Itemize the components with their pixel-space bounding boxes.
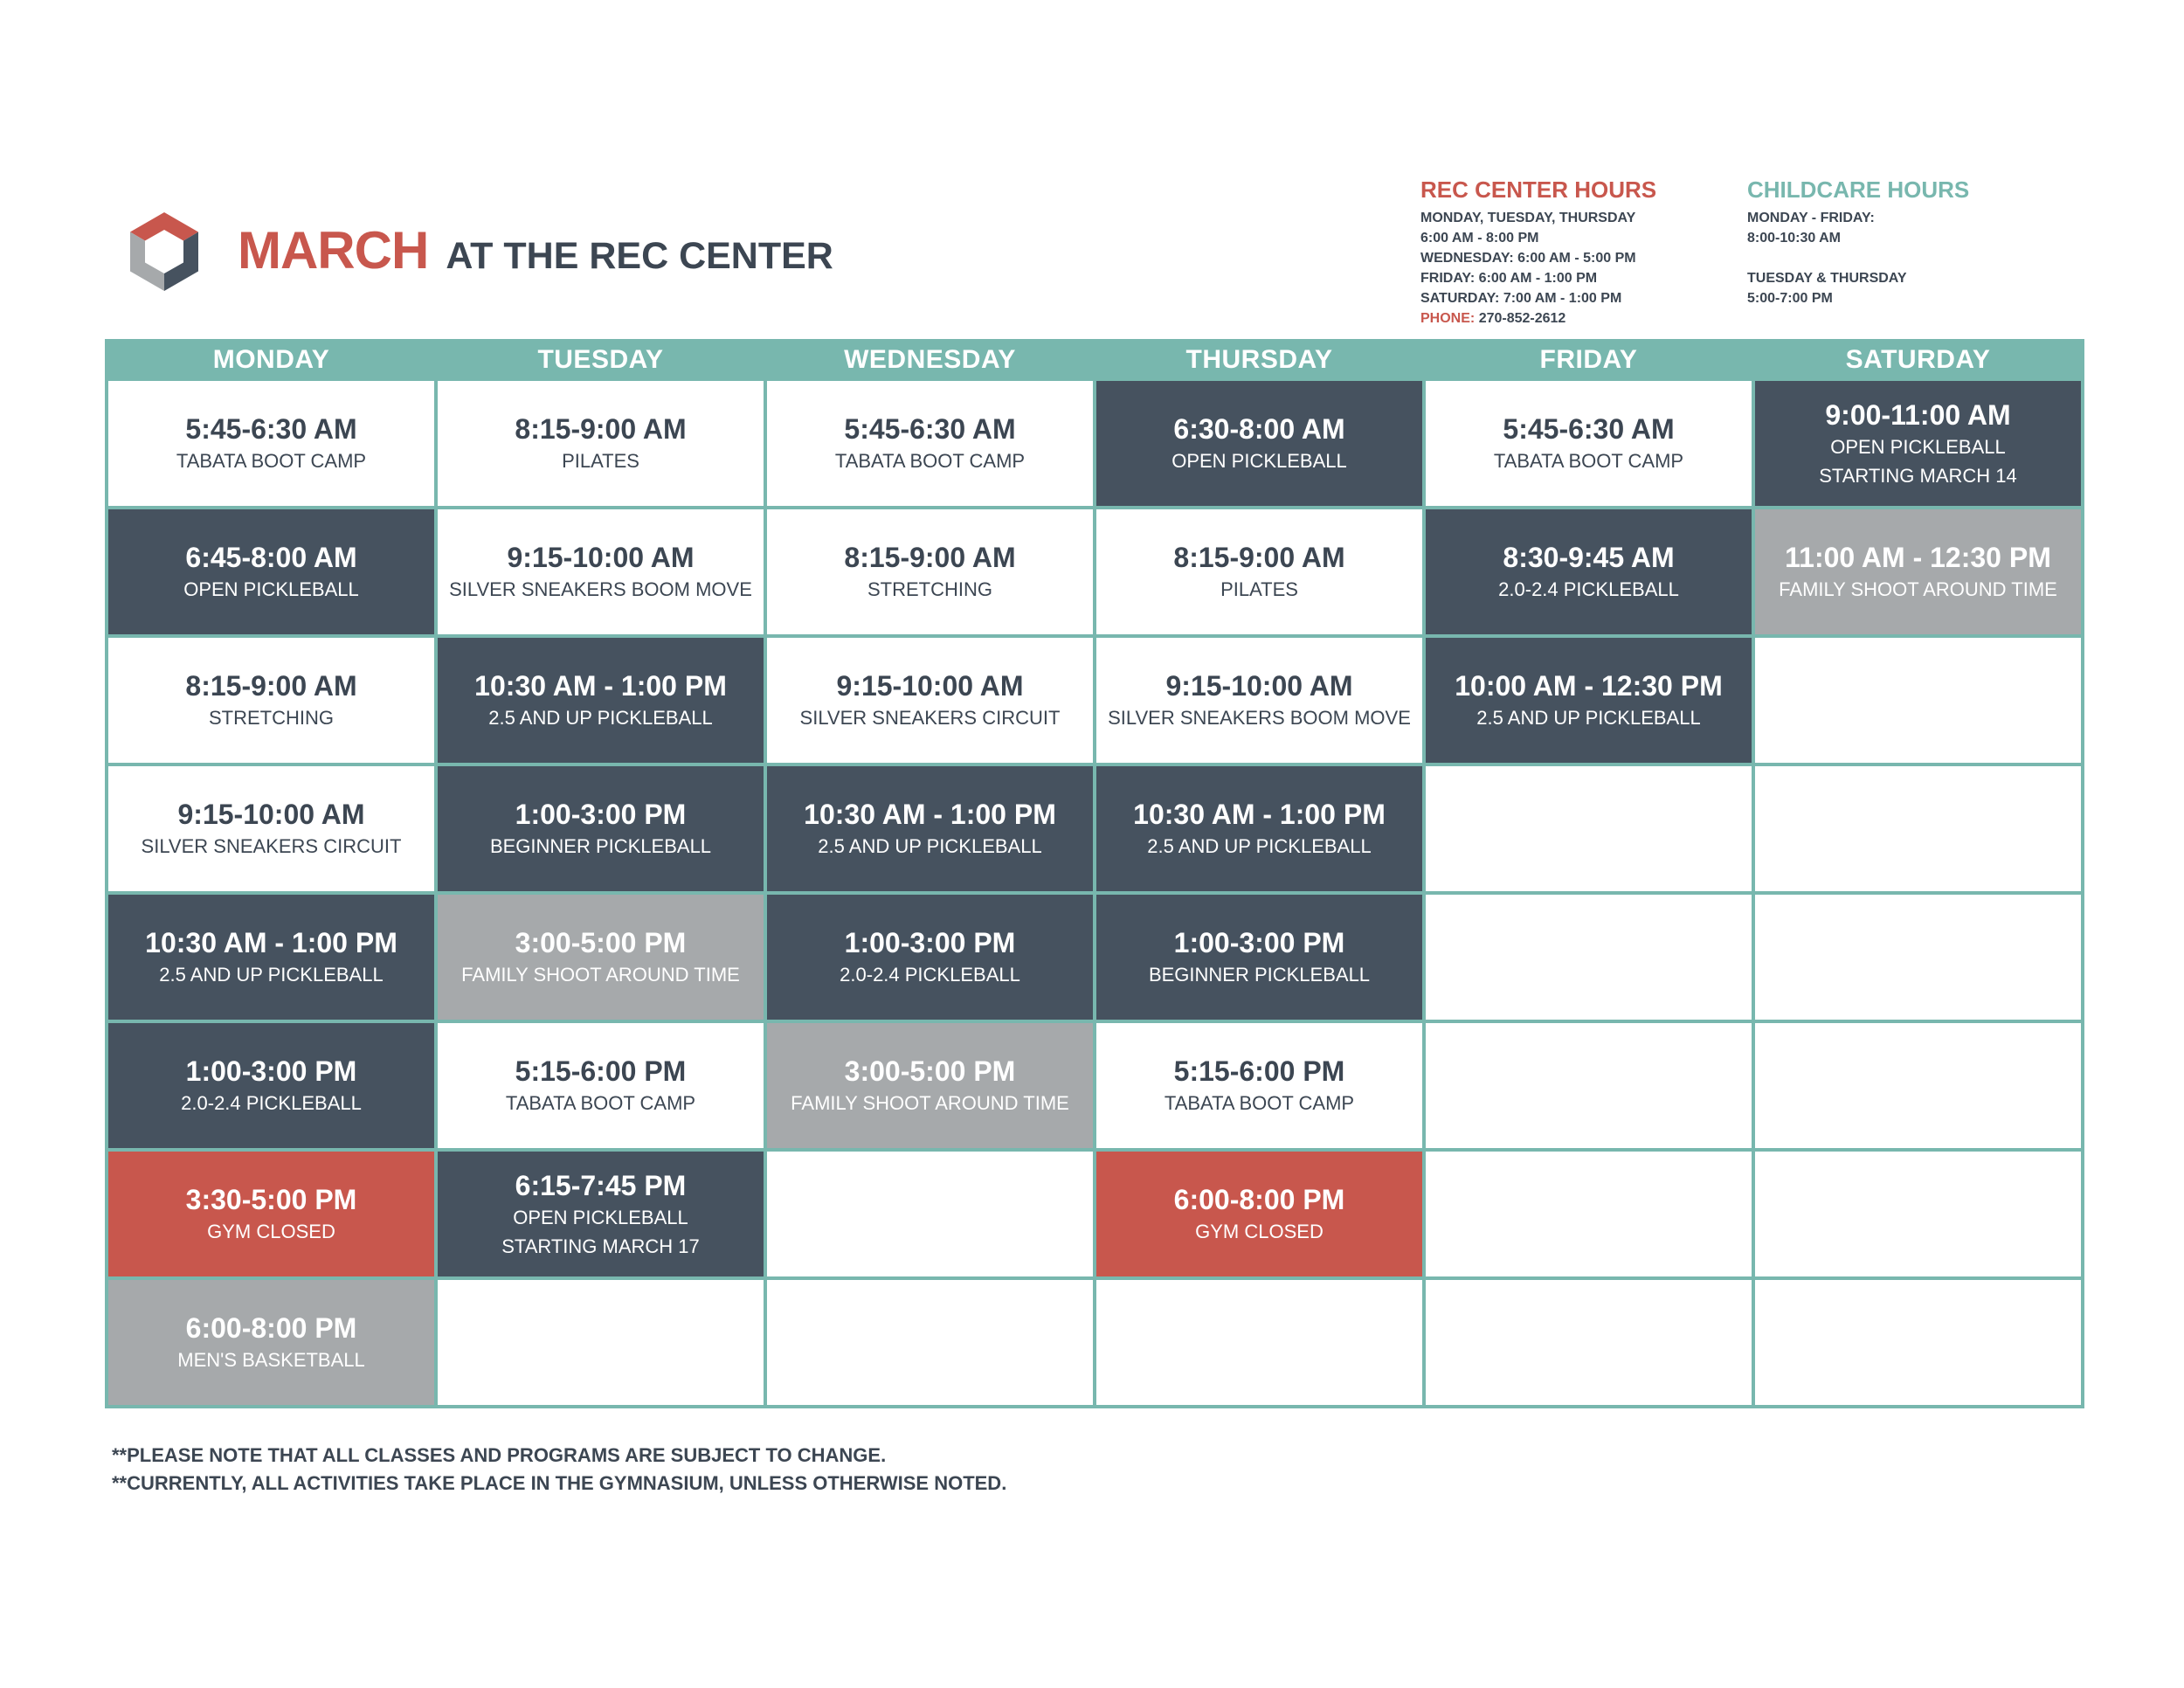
event-name: FAMILY SHOOT AROUND TIME: [791, 1092, 1069, 1114]
event-name: STRETCHING: [209, 707, 334, 729]
event-time: 10:30 AM - 1:00 PM: [474, 670, 727, 702]
event-cell: [1096, 638, 1422, 763]
event-name: BEGINNER PICKLEBALL: [489, 835, 712, 857]
schedule-grid: [108, 342, 2081, 1405]
event-name: OPEN PICKLEBALL: [1830, 435, 2006, 458]
event-cell: [1755, 381, 2081, 506]
hexagon-logo-icon: [121, 208, 208, 295]
page-title: [238, 220, 833, 280]
empty-cell: [1755, 638, 2081, 763]
event-name: 2.0-2.4 PICKLEBALL: [1498, 578, 1679, 600]
empty-cell: [1755, 1023, 2081, 1148]
rec-hours-line: WEDNESDAY: 6:00 AM - 5:00 PM: [1420, 251, 1636, 266]
event-time: 9:00-11:00 AM: [1825, 398, 2011, 431]
event-cell: [1096, 381, 1422, 506]
event-cell: [438, 766, 764, 891]
event-cell: [108, 766, 434, 891]
event-name: STRETCHING: [867, 578, 992, 600]
phone-label: PHONE:: [1420, 311, 1476, 326]
rec-center-hours: [1420, 176, 1656, 329]
event-time: 5:45-6:30 AM: [185, 413, 357, 445]
event-cell: [1096, 509, 1422, 634]
event-time: 5:45-6:30 AM: [1503, 413, 1675, 445]
event-cell: [1096, 1023, 1422, 1148]
event-cell: [1426, 381, 1752, 506]
event-time: 6:45-8:00 AM: [185, 542, 357, 573]
event-time: 8:15-9:00 AM: [1173, 542, 1345, 573]
event-name: 2.5 AND UP PICKLEBALL: [159, 964, 384, 986]
event-time: 3:00-5:00 PM: [515, 927, 687, 958]
day-header: MONDAY: [108, 342, 434, 377]
empty-cell: [767, 1280, 1093, 1405]
event-cell: [1426, 638, 1752, 763]
day-header: FRIDAY: [1426, 342, 1752, 377]
event-name: OPEN PICKLEBALL: [183, 578, 359, 600]
event-time: 8:15-9:00 AM: [844, 542, 1016, 573]
event-cell: [1426, 509, 1752, 634]
event-name: MEN'S BASKETBALL: [177, 1349, 365, 1371]
event-name: OPEN PICKLEBALL: [513, 1206, 688, 1228]
phone-number: 270-852-2612: [1478, 311, 1566, 326]
event-time: 1:00-3:00 PM: [185, 1055, 357, 1087]
event-name: 2.0-2.4 PICKLEBALL: [181, 1092, 362, 1114]
event-time: 5:15-6:00 PM: [1173, 1055, 1345, 1087]
event-time: 10:00 AM - 12:30 PM: [1455, 670, 1723, 702]
event-cell: [1096, 895, 1422, 1020]
event-cell: [108, 895, 434, 1020]
event-cell: [767, 895, 1093, 1020]
event-time: 1:00-3:00 PM: [844, 927, 1016, 958]
event-name: FAMILY SHOOT AROUND TIME: [461, 964, 740, 986]
empty-cell: [1755, 895, 2081, 1020]
day-header: TUESDAY: [438, 342, 764, 377]
title-subtitle: AT THE REC CENTER: [446, 235, 833, 277]
event-time: 6:30-8:00 AM: [1173, 413, 1345, 445]
event-name: SILVER SNEAKERS CIRCUIT: [799, 707, 1061, 729]
event-name: 2.5 AND UP PICKLEBALL: [1476, 707, 1701, 729]
event-time: 10:30 AM - 1:00 PM: [145, 927, 397, 958]
event-cell: [767, 509, 1093, 634]
event-name: 2.5 AND UP PICKLEBALL: [818, 835, 1042, 857]
event-name: GYM CLOSED: [207, 1221, 335, 1242]
event-time: 9:15-10:00 AM: [177, 799, 365, 830]
empty-cell: [1426, 895, 1752, 1020]
event-cell: [438, 895, 764, 1020]
event-name: SILVER SNEAKERS BOOM MOVE: [1108, 707, 1411, 729]
event-cell: [1096, 766, 1422, 891]
childcare-hours-line: MONDAY - FRIDAY:: [1747, 211, 1875, 225]
day-header: WEDNESDAY: [767, 342, 1093, 377]
event-name: BEGINNER PICKLEBALL: [1148, 964, 1371, 986]
event-cell: [438, 1023, 764, 1148]
event-cell: [767, 766, 1093, 891]
event-time: 1:00-3:00 PM: [515, 799, 687, 830]
event-cell: [108, 638, 434, 763]
empty-cell: [1755, 1152, 2081, 1276]
event-cell: [438, 1152, 764, 1276]
event-cell: [108, 509, 434, 634]
event-cell: [108, 1023, 434, 1148]
event-cell: [108, 1152, 434, 1276]
empty-cell: [1096, 1280, 1422, 1405]
event-time: 10:30 AM - 1:00 PM: [804, 799, 1056, 830]
event-time: 8:15-9:00 AM: [515, 413, 687, 445]
event-name: SILVER SNEAKERS CIRCUIT: [141, 835, 402, 857]
empty-cell: [1426, 1023, 1752, 1148]
event-name: 2.0-2.4 PICKLEBALL: [840, 964, 1020, 986]
event-time: 3:00-5:00 PM: [844, 1055, 1016, 1087]
event-name: PILATES: [562, 450, 639, 472]
footer-note: **PLEASE NOTE THAT ALL CLASSES AND PROGRAMS ARE SUBJECT TO CHANGE.: [112, 1444, 887, 1466]
event-name: TABATA BOOT CAMP: [834, 450, 1026, 472]
footer-notes: [112, 1442, 1006, 1498]
event-name: TABATA BOOT CAMP: [505, 1092, 696, 1114]
event-time: 11:00 AM - 12:30 PM: [1785, 542, 2051, 573]
childcare-hours-line: 8:00-10:30 AM: [1747, 231, 1842, 246]
childcare-hours-line: 5:00-7:00 PM: [1747, 291, 1833, 306]
event-time: 8:15-9:00 AM: [185, 670, 357, 702]
event-cell: [767, 638, 1093, 763]
event-time: 6:00-8:00 PM: [185, 1312, 357, 1344]
event-name: TABATA BOOT CAMP: [176, 450, 367, 472]
empty-cell: [438, 1280, 764, 1405]
rec-hours-line: SATURDAY: 7:00 AM - 1:00 PM: [1420, 291, 1622, 306]
event-time: 5:45-6:30 AM: [844, 413, 1016, 445]
event-time: 5:15-6:00 PM: [515, 1055, 687, 1087]
empty-cell: [1755, 766, 2081, 891]
event-name: SILVER SNEAKERS BOOM MOVE: [449, 578, 752, 600]
event-cell: [767, 1023, 1093, 1148]
empty-cell: [1426, 1152, 1752, 1276]
event-time: 8:30-9:45 AM: [1503, 542, 1675, 573]
event-name: OPEN PICKLEBALL: [1171, 450, 1347, 472]
childcare-hours-line: [1747, 248, 1969, 268]
event-cell: [108, 1280, 434, 1405]
empty-cell: [1426, 766, 1752, 891]
event-cell: [438, 638, 764, 763]
empty-cell: [767, 1152, 1093, 1276]
event-name: TABATA BOOT CAMP: [1493, 450, 1684, 472]
event-time: 3:30-5:00 PM: [185, 1184, 357, 1215]
event-name: 2.5 AND UP PICKLEBALL: [488, 707, 713, 729]
rec-hours-line: MONDAY, TUESDAY, THURSDAY: [1420, 211, 1636, 225]
event-cell: [108, 381, 434, 506]
rec-hours-line: 6:00 AM - 8:00 PM: [1420, 231, 1539, 246]
event-name: PILATES: [1220, 578, 1298, 600]
rec-phone: [1420, 308, 1656, 329]
day-header: SATURDAY: [1755, 342, 2081, 377]
event-time: 9:15-10:00 AM: [507, 542, 695, 573]
footer-note: **CURRENTLY, ALL ACTIVITIES TAKE PLACE IN THE GYMNASIUM, UNLESS OTHERWISE NOTED.: [112, 1472, 1007, 1494]
event-cell: [1755, 509, 2081, 634]
childcare-hours: [1747, 176, 1969, 308]
event-cell: [438, 381, 764, 506]
title-month: MARCH: [238, 221, 429, 280]
event-time: 1:00-3:00 PM: [1173, 927, 1345, 958]
event-time: 6:15-7:45 PM: [515, 1169, 687, 1201]
empty-cell: [1755, 1280, 2081, 1405]
empty-cell: [1426, 1280, 1752, 1405]
rec-hours-title: REC CENTER HOURS: [1420, 176, 1657, 203]
event-note: STARTING MARCH 17: [501, 1235, 700, 1257]
day-header: THURSDAY: [1096, 342, 1422, 377]
event-note: STARTING MARCH 14: [1819, 464, 2017, 487]
event-name: GYM CLOSED: [1195, 1221, 1324, 1242]
rec-hours-line: FRIDAY: 6:00 AM - 1:00 PM: [1420, 271, 1598, 286]
event-time: 10:30 AM - 1:00 PM: [1133, 799, 1386, 830]
event-name: 2.5 AND UP PICKLEBALL: [1147, 835, 1372, 857]
childcare-hours-line: TUESDAY & THURSDAY: [1747, 271, 1907, 286]
weekly-schedule: [105, 339, 2084, 1408]
event-cell: [767, 381, 1093, 506]
event-name: FAMILY SHOOT AROUND TIME: [1779, 578, 2057, 600]
event-cell: [438, 509, 764, 634]
childcare-hours-title: CHILDCARE HOURS: [1747, 176, 1970, 203]
event-time: 6:00-8:00 PM: [1173, 1184, 1345, 1215]
event-time: 9:15-10:00 AM: [1165, 670, 1353, 702]
event-cell: [1096, 1152, 1422, 1276]
event-time: 9:15-10:00 AM: [836, 670, 1024, 702]
event-name: TABATA BOOT CAMP: [1164, 1092, 1355, 1114]
